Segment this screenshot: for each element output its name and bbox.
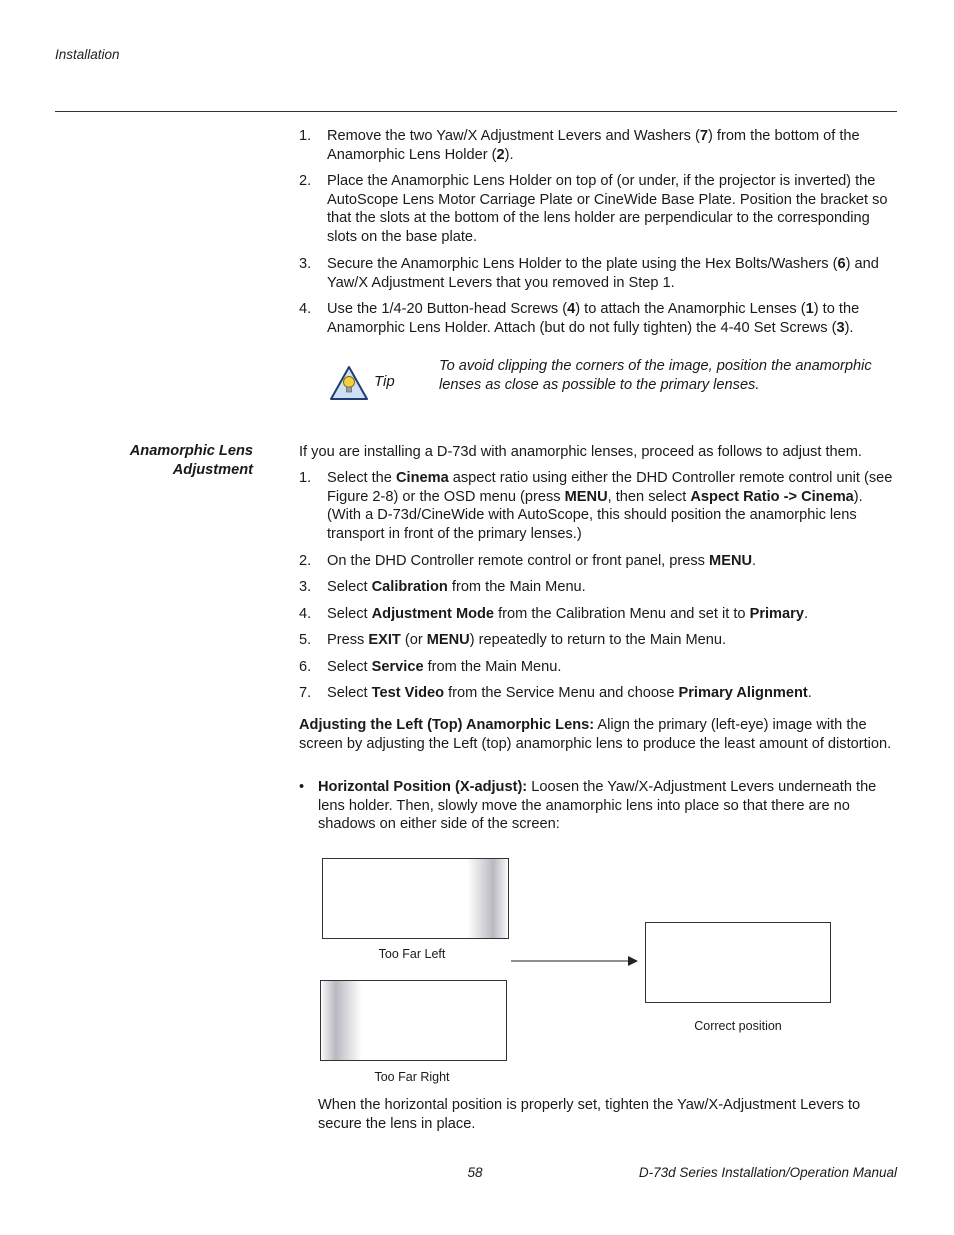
step-a3-number: 3. xyxy=(299,256,312,272)
step-b4-number: 4. xyxy=(299,606,312,622)
step-a2-text: Place the Anamorphic Lens Holder on top of (or under, if the projector is inverted) the AutoScope Lens Motor Carriage Plate or CineWide Base Plate. Position the bracket so that the slots at the bottom of the lens holder are perpendicular to the corresponding slots on the base plate. xyxy=(327,173,888,245)
running-header: Installation xyxy=(55,47,120,62)
manual-title: D-73d Series Installation/Operation Manual xyxy=(638,1165,897,1180)
section-heading: Anamorphic Lens Adjustment xyxy=(129,443,253,478)
screen-correct-position xyxy=(645,922,831,1003)
lightbulb-icon xyxy=(329,365,369,401)
step-b2-number: 2. xyxy=(299,553,312,569)
screen-too-far-left xyxy=(322,858,509,939)
adjusting-paragraph: Adjusting the Left (Top) Anamorphic Lens: Align the primary (left-eye) image with the screen by adjusting the Left (top) anamorphic lens to produce the least amount of distortion. xyxy=(299,717,892,752)
section-intro: If you are installing a D-73d with anamorphic lenses, proceed as follows to adjust them. xyxy=(299,444,862,460)
step-a1-text: Remove the two Yaw/X Adjustment Levers and Washers (7) from the bottom of the Anamorphic Lens Holder (2). xyxy=(327,128,860,163)
step-b5-number: 5. xyxy=(299,632,312,648)
tip-text: To avoid clipping the corners of the image, position the anamorphic lenses as close as possible to the primary lenses. xyxy=(439,358,872,393)
caption-too-far-left: Too Far Left xyxy=(378,947,446,961)
step-a4-number: 4. xyxy=(299,301,312,317)
step-b7-text: Select Test Video from the Service Menu and choose Primary Alignment. xyxy=(327,685,812,701)
step-b6-text: Select Service from the Main Menu. xyxy=(327,659,562,675)
step-b1-number: 1. xyxy=(299,470,312,486)
step-a4-text: Use the 1/4-20 Button-head Screws (4) to attach the Anamorphic Lenses (1) to the Anamorphic Lens Holder. Attach (but do not fully tighten) the 4-40 Set Screws (3). xyxy=(327,301,860,336)
step-a3-text: Secure the Anamorphic Lens Holder to the plate using the Hex Bolts/Washers (6) and Yaw/X Adjustment Levers that you removed in Step 1. xyxy=(327,256,879,291)
step-b3-text: Select Calibration from the Main Menu. xyxy=(327,579,586,595)
caption-too-far-right: Too Far Right xyxy=(374,1070,450,1084)
closing-paragraph: When the horizontal position is properly set, tighten the Yaw/X-Adjustment Levers to secure the lens in place. xyxy=(318,1097,861,1132)
step-b2-text: On the DHD Controller remote control or front panel, press MENU. xyxy=(327,553,757,569)
header-rule xyxy=(55,111,897,112)
step-b1-text: Select the Cinema aspect ratio using either the DHD Controller remote control unit (see Figure 2-8) or the OSD menu (press MENU, then select Aspect Ratio -> Cinema). (With a D-73d/CineWide with AutoScope, this should position the anamorphic lens transport in front of the primary lenses.) xyxy=(327,470,893,542)
step-b3-number: 3. xyxy=(299,579,312,595)
arrow-right-icon xyxy=(510,954,640,968)
step-b7-number: 7. xyxy=(299,685,312,701)
bullet-marker: • xyxy=(299,779,305,795)
tip-label: Tip xyxy=(374,373,395,390)
step-b4-text: Select Adjustment Mode from the Calibration Menu and set it to Primary. xyxy=(327,606,809,622)
step-b6-number: 6. xyxy=(299,659,312,675)
bullet-text: Horizontal Position (X-adjust): Loosen the Yaw/X-Adjustment Levers underneath the lens holder. Then, slowly move the anamorphic lens into place so that there are no shadows on either side of the screen: xyxy=(318,779,877,832)
page-number: 58 xyxy=(467,1165,483,1180)
screen-too-far-right xyxy=(320,980,507,1061)
step-a2-number: 2. xyxy=(299,173,312,189)
step-a1-number: 1. xyxy=(299,128,312,144)
caption-correct-position: Correct position xyxy=(694,1019,782,1033)
step-b5-text: Press EXIT (or MENU) repeatedly to return to the Main Menu. xyxy=(327,632,727,648)
